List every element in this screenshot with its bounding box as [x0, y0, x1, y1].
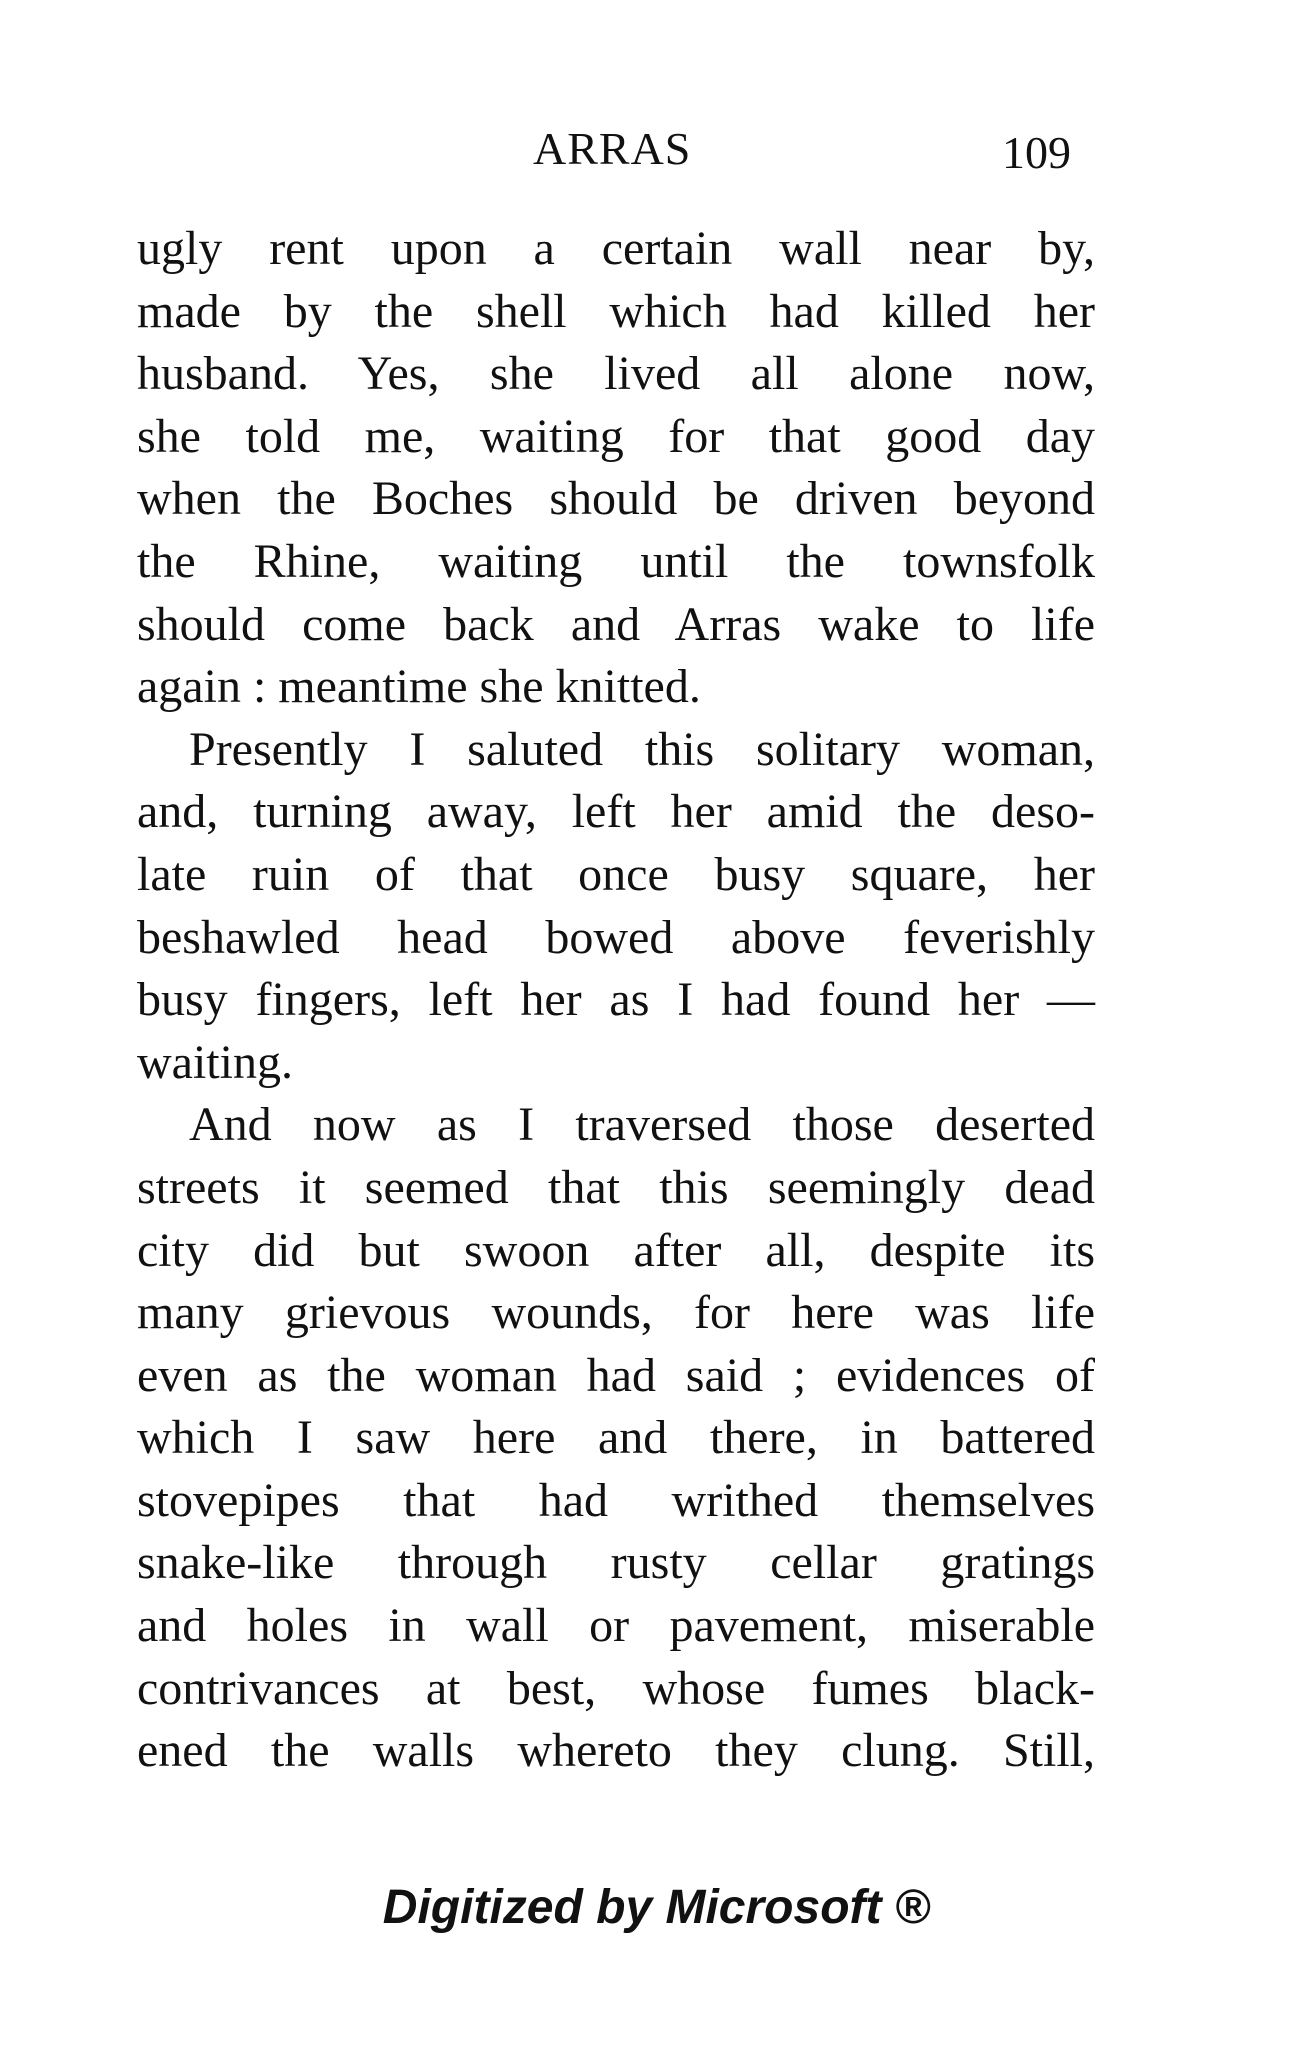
text-line: she told me, waiting for that good day	[137, 409, 1095, 463]
paragraph	[137, 1094, 1095, 1783]
paragraph	[137, 218, 1095, 719]
text-line: waiting.	[137, 1035, 293, 1089]
text-line: made by the shell which had killed her	[137, 284, 1095, 338]
text-line: contrivances at best, whose fumes black-	[137, 1661, 1095, 1715]
text-line: again : meantime she knitted.	[137, 660, 701, 714]
text-line: snake-like through rusty cellar gratings	[137, 1536, 1095, 1590]
digitization-watermark: Digitized by Microsoft ®	[382, 1881, 931, 1934]
text-line: streets it seemed that this seemingly dead	[137, 1160, 1095, 1214]
text-line: Presently I saluted this solitary woman,	[189, 722, 1095, 776]
text-line: husband. Yes, she lived all alone now,	[137, 347, 1095, 401]
text-line: many grievous wounds, for here was life	[137, 1286, 1095, 1340]
text-line: busy fingers, left her as I had found her —	[137, 973, 1095, 1027]
paragraph	[137, 719, 1095, 1095]
body-text	[137, 218, 1095, 1783]
text-line: beshawled head bowed above feverishly	[137, 910, 1095, 964]
running-title: ARRAS	[533, 123, 692, 174]
running-head	[0, 122, 1313, 182]
text-line: should come back and Arras wake to life	[137, 597, 1095, 651]
text-line: stovepipes that had writhed themselves	[137, 1473, 1095, 1527]
text-line: even as the woman had said ; evidences of	[137, 1348, 1095, 1402]
text-line: And now as I traversed those deserted	[189, 1098, 1095, 1152]
text-line: city did but swoon after all, despite its	[137, 1223, 1095, 1277]
text-line: late ruin of that once busy square, her	[137, 847, 1095, 901]
text-line: which I saw here and there, in battered	[137, 1411, 1095, 1465]
text-line: and, turning away, left her amid the deso-	[137, 785, 1095, 839]
text-line: ened the walls whereto they clung. Still,	[137, 1724, 1095, 1778]
text-line: ugly rent upon a certain wall near by,	[137, 222, 1095, 275]
page-number: 109	[1002, 127, 1071, 178]
text-line: the Rhine, waiting until the townsfolk	[137, 534, 1095, 588]
text-line: when the Boches should be driven beyond	[137, 472, 1095, 526]
text-line: and holes in wall or pavement, miserable	[137, 1599, 1095, 1653]
